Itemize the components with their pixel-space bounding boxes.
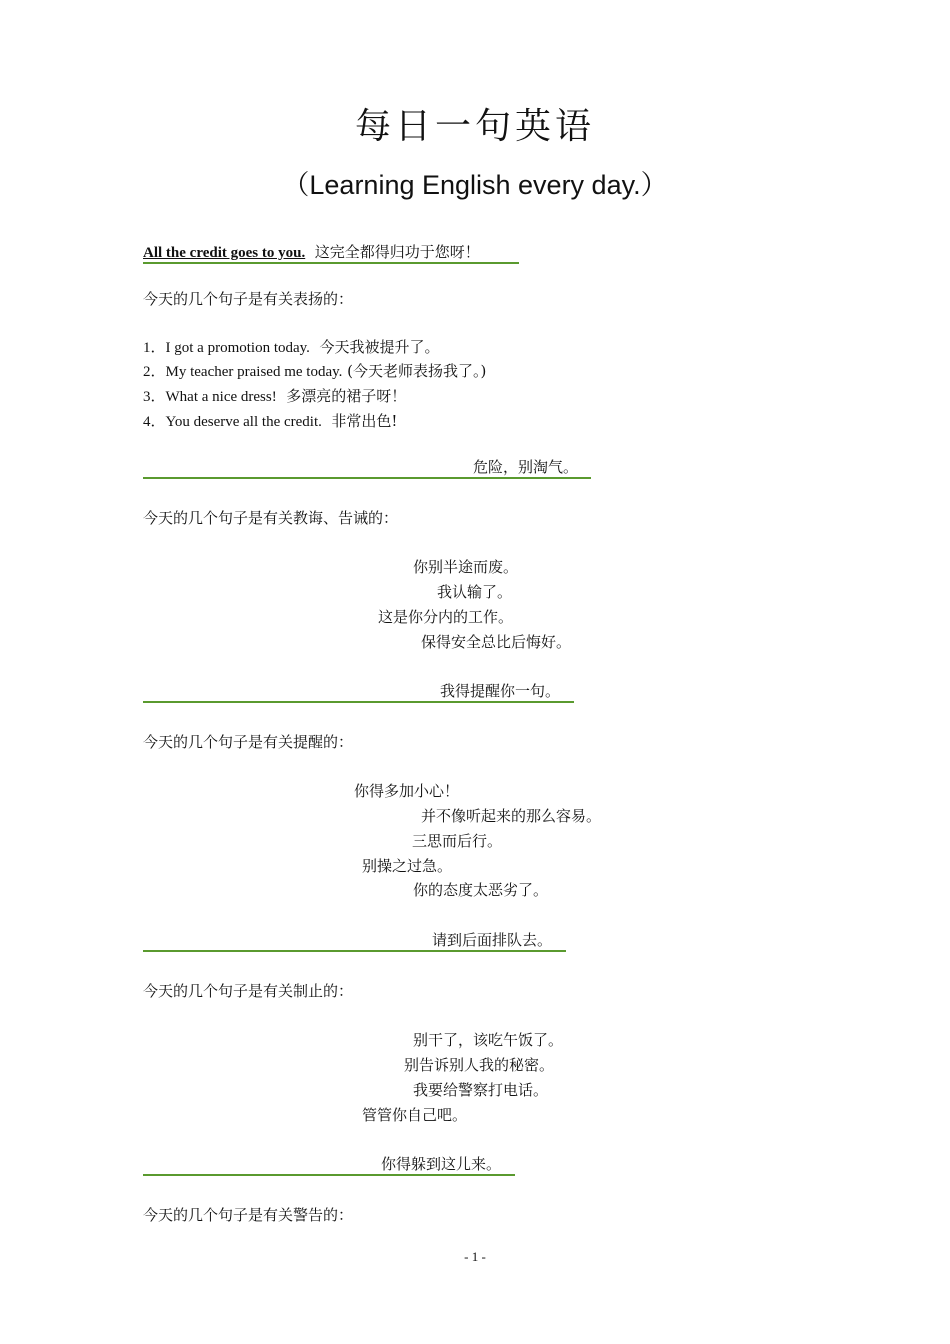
- sentence-line: 三思而后行。: [412, 832, 503, 850]
- sentence-line: 你的态度太恶劣了。: [413, 881, 549, 899]
- heading-english: All the credit goes to you.: [143, 245, 306, 261]
- section-heading: 请到后面排队去。: [143, 930, 566, 952]
- page-number: - 1 -: [464, 1249, 486, 1264]
- list-item: 4．You deserve all the credit. 非常出色!: [143, 412, 398, 430]
- sentence-line: 别干了，该吃午饭了。: [413, 1031, 564, 1049]
- sentence-line: 并不像听起来的那么容易。: [421, 807, 602, 825]
- sentence-line: 我要给警察打电话。: [413, 1081, 549, 1099]
- section-intro: 今天的几个句子是有关警告的：: [143, 1206, 354, 1224]
- section-heading: [143, 242, 519, 264]
- section-intro: 今天的几个句子是有关教诲、告诫的：: [143, 509, 399, 527]
- sentence-line: 你别半途而废。: [413, 558, 519, 576]
- section-heading: 你得躲到这儿来。: [143, 1154, 515, 1176]
- list-item: 2．My teacher praised me today. (今天老师表扬我了。): [143, 362, 487, 380]
- section-heading: 我得提醒你一句。: [143, 681, 574, 703]
- list-item: 1．I got a promotion today. 今天我被提升了。: [143, 338, 440, 356]
- sentence-line: 保得安全总比后悔好。: [421, 633, 572, 651]
- page-subtitle: （Learning English every day.）: [282, 170, 668, 200]
- section-intro: 今天的几个句子是有关提醒的：: [143, 733, 354, 751]
- sentence-line: 我认输了。: [437, 583, 513, 601]
- section-intro: 今天的几个句子是有关制止的：: [143, 982, 354, 1000]
- sentence-line: 你得多加小心！: [354, 782, 460, 800]
- sentence-line: 管管你自己吧。: [362, 1106, 468, 1124]
- list-item: 3．What a nice dress! 多漂亮的裙子呀！: [143, 387, 407, 405]
- heading-chinese: 这完全都得归功于您呀！: [314, 243, 480, 261]
- sentence-line: 别告诉别人我的秘密。: [404, 1056, 555, 1074]
- section-heading: 危险，别淘气。: [143, 457, 591, 479]
- sentence-line: 别操之过急。: [362, 857, 453, 875]
- section-intro: 今天的几个句子是有关表扬的：: [143, 290, 354, 308]
- sentence-line: 这是你分内的工作。: [378, 608, 514, 626]
- page-title: 每日一句英语: [354, 106, 595, 147]
